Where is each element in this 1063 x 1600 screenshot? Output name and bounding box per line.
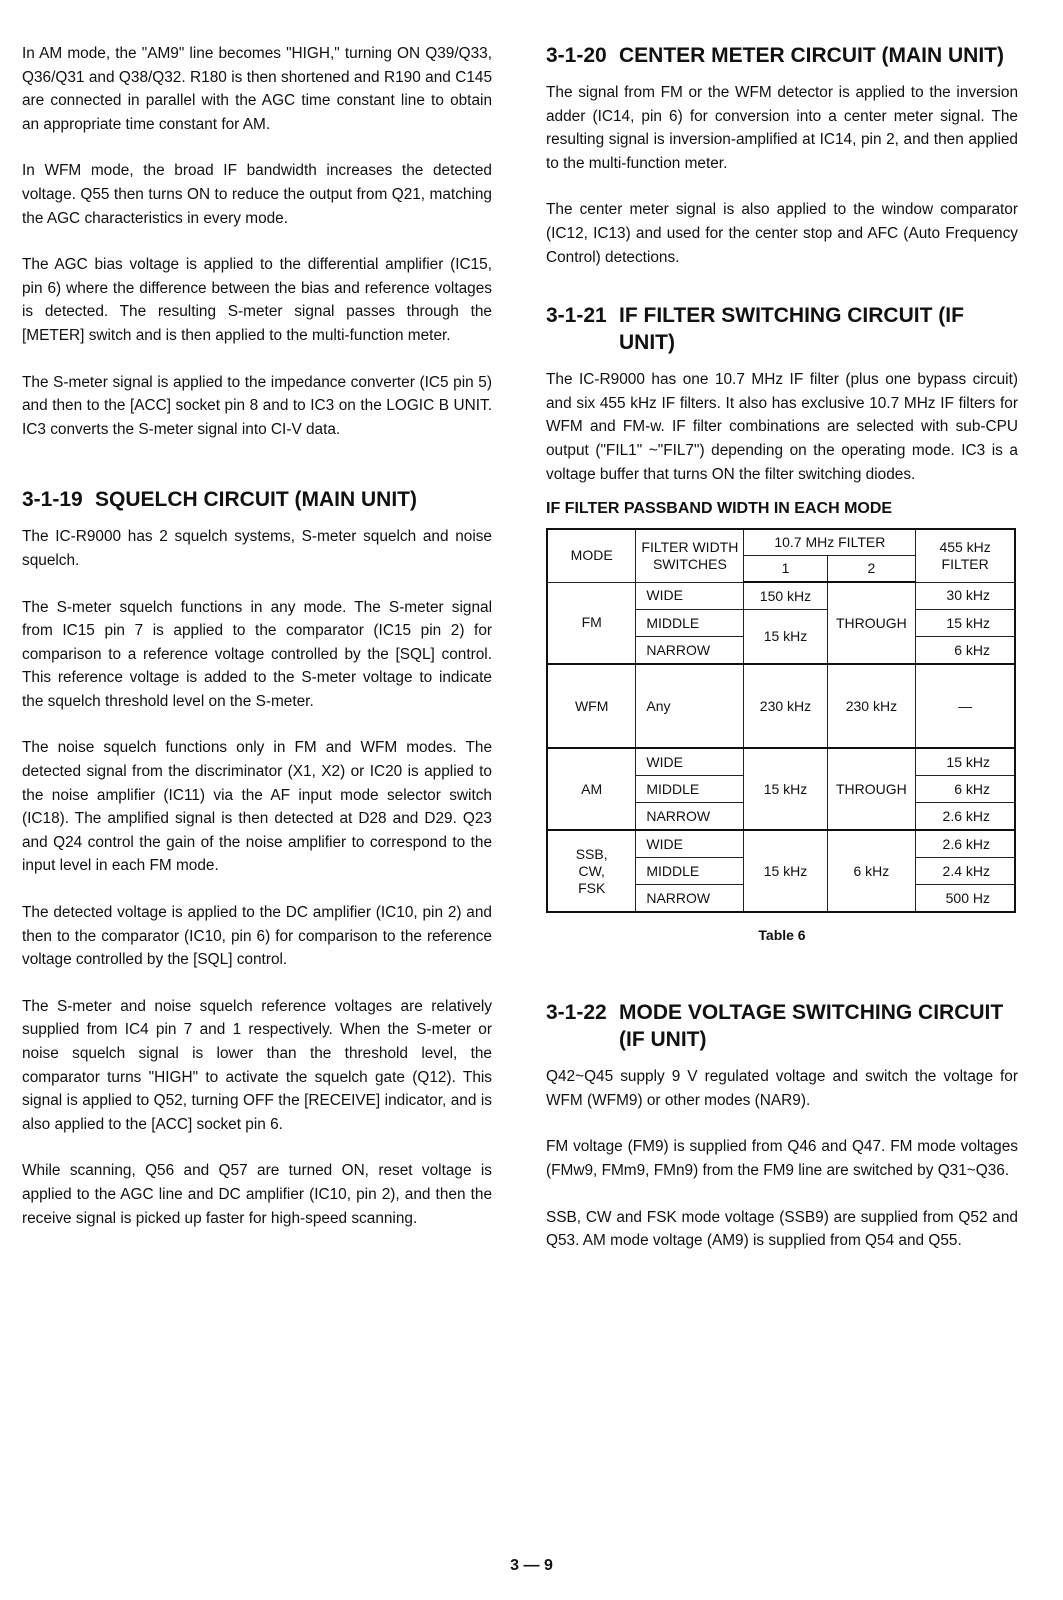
section-heading-3-1-21 xyxy=(546,302,1018,356)
filter455-cell: 2.4 kHz xyxy=(916,858,1015,885)
section-number: 3-1-21 xyxy=(546,304,607,328)
paragraph: The detected voltage is applied to the DC amplifier (IC10, pin 2) and then to the comparator (IC10, pin 6) for comparison to the reference voltage controlled by the [SQL] control. xyxy=(22,904,492,969)
section-title: CENTER METER CIRCUIT (MAIN UNIT) xyxy=(619,44,1004,67)
paragraph: The noise squelch functions only in FM and WFM modes. The detected signal from the discriminator (X1, X2) or IC20 is applied to the noise amplifier (IC11) via the AF input mode selector switch (IC18). The amplified signal is then detected at D28 and D29. Q23 and Q24 control the gain of the noise amplifier to correspond to the input level in each FM mode. xyxy=(22,739,492,875)
filter1-cell: 230 kHz xyxy=(744,664,827,748)
table-row xyxy=(547,582,1015,610)
section-title: SQUELCH CIRCUIT (MAIN UNIT) xyxy=(95,488,417,512)
filter1-cell: 150 kHz xyxy=(744,582,827,610)
paragraph: The IC-R9000 has one 10.7 MHz IF filter (plus one bypass circuit) and six 455 kHz IF filters. It also has exclusive 10.7 MHz IF filters for WFM and FM-w. IF filter combinations are selected with sub-CPU output ("FIL1" ~"FIL7") depending on the operating mode. IC3 is a voltage buffer that turns ON the filter switching diodes. xyxy=(546,371,1018,483)
switch-cell: NARROW xyxy=(636,885,744,913)
header-cell: 455 kHz FILTER xyxy=(916,529,1015,582)
switch-cell: MIDDLE xyxy=(636,776,744,803)
header-cell: 10.7 MHz FILTER xyxy=(744,529,916,556)
filter1-cell: 15 kHz xyxy=(744,830,827,912)
filter455-cell: 6 kHz xyxy=(916,637,1015,665)
switch-cell: WIDE xyxy=(636,748,744,776)
filter455-cell: — xyxy=(916,664,1015,748)
switch-cell: MIDDLE xyxy=(636,858,744,885)
table-caption: Table 6 xyxy=(758,927,806,944)
right-column xyxy=(546,42,1018,1276)
header-cell: 1 xyxy=(744,556,827,583)
paragraph: Q42~Q45 supply 9 V regulated voltage and switch the voltage for WFM (WFM9) or other modes (NAR9). xyxy=(546,1068,1018,1109)
paragraph: The AGC bias voltage is applied to the differential amplifier (IC15, pin 6) where the difference between the bias and reference voltages is detected. The resulting S-meter signal passes through the [METER] switch and is then applied to the multi-function meter. xyxy=(22,256,492,344)
filter455-cell: 500 Hz xyxy=(916,885,1015,913)
filter455-cell: 15 kHz xyxy=(916,610,1015,637)
switch-cell: Any xyxy=(636,664,744,748)
mode-cell: AM xyxy=(547,748,636,830)
paragraph: The IC-R9000 has 2 squelch systems, S-meter squelch and noise squelch. xyxy=(22,528,492,569)
section-title: IF FILTER SWITCHING CIRCUIT (IF UNIT) xyxy=(619,304,964,355)
mode-cell: SSB, CW, FSK xyxy=(547,830,636,912)
paragraph: FM voltage (FM9) is supplied from Q46 and Q47. FM mode voltages (FMw9, FMm9, FMn9) from the FM9 line are switched by Q31~Q36. xyxy=(546,1138,1018,1179)
paragraph: SSB, CW and FSK mode voltage (SSB9) are supplied from Q52 and Q53. AM mode voltage (AM9) is supplied from Q54 and Q55. xyxy=(546,1208,1018,1250)
header-cell: FILTER WIDTH SWITCHES xyxy=(636,529,744,582)
table-row xyxy=(547,664,1015,748)
left-column xyxy=(22,42,492,1253)
paragraph: In WFM mode, the broad IF bandwidth increases the detected voltage. Q55 then turns ON to reduce the output from Q21, matching the AGC characteristics in every mode. xyxy=(22,162,492,227)
mode-cell: FM xyxy=(547,582,636,664)
section-heading-3-1-22 xyxy=(546,999,1018,1053)
paragraph: While scanning, Q56 and Q57 are turned ON, reset voltage is applied to the AGC line and DC amplifier (IC10, pin 2), and then the receive signal is picked up faster for high-speed scanning. xyxy=(22,1162,492,1227)
table-row xyxy=(547,748,1015,776)
paragraph: The S-meter and noise squelch reference voltages are relatively supplied from IC4 pin 7 and 1 respectively. When the S-meter or noise squelch signal is lower than the threshold level, the comparator turns "HIGH" to activate the squelch gate (Q12). This signal is applied to Q52, turning OFF the [RECEIVE] indicator, and is also applied to the [ACC] socket pin 6. xyxy=(22,997,492,1133)
paragraph: The center meter signal is also applied to the window comparator (IC12, IC13) and used for the center stop and AFC (Auto Frequency Control) detections. xyxy=(546,201,1018,266)
section-heading-3-1-20 xyxy=(546,42,1018,69)
paragraph: In AM mode, the "AM9" line becomes "HIGH," turning ON Q39/Q33, Q36/Q31 and Q38/Q32. R180 is then shortened and R190 and C145 are connected in parallel with the AGC time constant line to obtain an appropriate time constant for AM. xyxy=(22,45,492,133)
header-cell: MODE xyxy=(547,529,636,582)
filter455-cell: 15 kHz xyxy=(916,748,1015,776)
filter2-cell: THROUGH xyxy=(827,582,916,664)
table-row xyxy=(547,830,1015,858)
switch-cell: NARROW xyxy=(636,803,744,831)
filter1-cell: 15 kHz xyxy=(744,610,827,665)
filter455-cell: 30 kHz xyxy=(916,582,1015,610)
switch-cell: WIDE xyxy=(636,582,744,610)
mode-cell: WFM xyxy=(547,664,636,748)
paragraph: The S-meter squelch functions in any mode. The S-meter signal from IC15 pin 7 is applied to the comparator (IC15 pin 2) for comparison to a reference voltage controlled by the [SQL] control. This reference voltage is added to the S-meter voltage to indicate the squelch threshold level on the S-meter. xyxy=(22,598,492,710)
switch-cell: WIDE xyxy=(636,830,744,858)
page-number: 3 — 9 xyxy=(510,1557,553,1574)
section-number: 3-1-19 xyxy=(22,488,83,512)
section-heading-3-1-19 xyxy=(22,486,492,513)
switch-cell: MIDDLE xyxy=(636,610,744,637)
switch-cell: NARROW xyxy=(636,637,744,665)
paragraph: The S-meter signal is applied to the impedance converter (IC5 pin 5) and then to the [ACC] socket pin 8 and to IC3 on the LOGIC B UNIT. IC3 converts the S-meter signal into CI-V data. xyxy=(22,373,492,438)
if-filter-table xyxy=(546,528,1016,913)
filter1-cell: 15 kHz xyxy=(744,748,827,830)
table-header-row xyxy=(547,529,1015,556)
header-cell: 2 xyxy=(827,556,916,583)
section-number: 3-1-20 xyxy=(546,44,607,67)
filter455-cell: 6 kHz xyxy=(916,776,1015,803)
filter455-cell: 2.6 kHz xyxy=(916,803,1015,831)
filter2-cell: THROUGH xyxy=(827,748,916,830)
paragraph: The signal from FM or the WFM detector is applied to the inversion adder (IC14, pin 6) for conversion into a center meter signal. The resulting signal is inversion-amplified at IC14, pin 2, and then applied to the multi-function meter. xyxy=(546,84,1018,172)
filter2-cell: 6 kHz xyxy=(827,830,916,912)
table-title: IF FILTER PASSBAND WIDTH IN EACH MODE xyxy=(546,500,893,518)
section-title: MODE VOLTAGE SWITCHING CIRCUIT (IF UNIT) xyxy=(619,1001,1004,1052)
filter455-cell: 2.6 kHz xyxy=(916,830,1015,858)
section-number: 3-1-22 xyxy=(546,1001,607,1025)
filter2-cell: 230 kHz xyxy=(827,664,916,748)
